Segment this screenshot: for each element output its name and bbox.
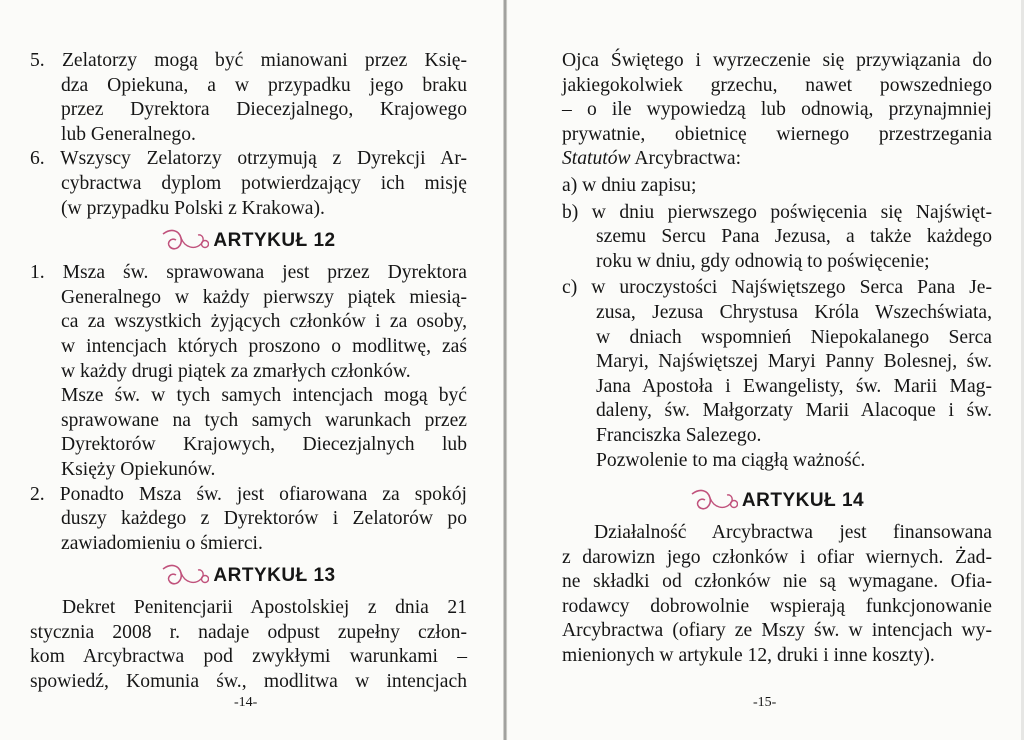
- text-line: zawiadomieniu o śmierci.: [61, 532, 263, 554]
- text-line: spowiedź, Komunia św., modlitwa w intencjach: [30, 671, 467, 693]
- text-line: w dniu zapisu;: [582, 174, 697, 196]
- text-line: w intencjach których proszono o modlitwę, zaś: [61, 335, 467, 357]
- text-line: cybractwa dyplom potwierdzający ich misję: [61, 172, 467, 194]
- text-line: Generalnego w każdy pierwszy piątek miesią-: [61, 286, 467, 308]
- text-line: kom Arcybractwa pod zwykłymi warunkami –: [30, 646, 467, 668]
- item-number: 6.: [30, 148, 45, 170]
- text-line: Msza św. sprawowana jest przez Dyrektora: [62, 262, 468, 284]
- art13-paragraph: [30, 596, 467, 694]
- text-line: zusa, Jezusa Chrystusa Króla Wszechświata,: [596, 301, 992, 323]
- flourish-ornament-icon: [690, 486, 738, 516]
- text-line: Ojca Świętego i wyrzeczenie się przywiązania do: [562, 50, 992, 71]
- art12-item-2: [30, 483, 467, 557]
- left-page: [0, 0, 506, 740]
- item-number: 5.: [30, 50, 45, 71]
- text-line: stycznia 2008 r. nadaje odpust zupełny człon-: [30, 621, 467, 643]
- list-item-a: [562, 174, 992, 199]
- text-line: Pozwolenie to ma ciągłą ważność.: [596, 449, 866, 471]
- text-line: sprawowane na tych samych warunkach przez: [61, 409, 467, 431]
- text-line: Franciszka Salezego.: [596, 424, 762, 446]
- text-line: przez Dyrektora Diecezjalnego, Krajowego: [61, 99, 467, 121]
- text-line: (w przypadku Polski z Krakowa).: [61, 197, 325, 219]
- text-line: w każdy drugi piątek za zmarłych członków.: [61, 360, 411, 382]
- art14-paragraph: [562, 521, 992, 669]
- text-line: daleny, św. Małgorzaty Marii Alacoque i św.: [596, 400, 992, 422]
- flourish-ornament-icon: [161, 226, 209, 256]
- text-line: Jana Apostoła i Ewangelisty, św. Marii Mag-: [596, 375, 992, 397]
- text-line: prywatnie, obietnicę wiernego przestrzegania: [562, 123, 992, 145]
- statute-italic: Statutów: [562, 148, 631, 170]
- text-line: z darowizn jego członków i ofiar wiernych. Żad-: [562, 546, 992, 568]
- text-line: Księży Opiekunów.: [61, 458, 216, 480]
- text-line: Wszyscy Zelatorzy otrzymują z Dyrekcji Ar-: [60, 148, 467, 170]
- list-item-b: [562, 201, 992, 275]
- article-heading-text: ARTYKUŁ 14: [741, 489, 865, 511]
- text-line: jakiegokolwiek grzechu, nawet powszedniego: [562, 74, 992, 96]
- text-line: w uroczystości Najświętszego Serca Pana Je-: [591, 277, 992, 299]
- article-heading-text: ARTYKUŁ 12: [213, 229, 336, 251]
- art12-item-1: [30, 261, 467, 482]
- right-page: [508, 0, 1024, 740]
- right-page-body: [562, 49, 992, 669]
- article-12-heading: [30, 221, 467, 261]
- text-line: mienionych w artykule 12, druki i inne koszty).: [562, 645, 935, 667]
- text-line: duszy każdego z Dyrektorów i Zelatorów po: [61, 508, 467, 530]
- text-line: Działalność Arcybractwa jest finansowana: [594, 522, 992, 544]
- page-number: -14-: [234, 695, 258, 710]
- item-number: 1.: [30, 262, 45, 284]
- text-line: Dekret Penitencjarii Apostolskiej z dnia 21: [62, 597, 467, 619]
- item-label: c): [562, 277, 578, 299]
- text-line: roku w dniu, gdy odnowią to poświęcenie;: [596, 250, 930, 272]
- text-line: Msze św. w tych samych intencjach mogą być: [61, 385, 467, 407]
- text-line: rodawcy dobrowolnie wspierają funkcjonowanie: [562, 595, 992, 617]
- text-line: Zelatorzy mogą być mianowani przez Księ-: [61, 50, 467, 71]
- text-line: szemu Sercu Pana Jezusa, a także każdego: [596, 226, 992, 248]
- list-item-6: [30, 147, 467, 221]
- text-line: w dniu pierwszego poświęcenia się Najświęt-: [591, 201, 992, 223]
- left-page-body: [30, 49, 467, 695]
- text-line: ca za wszystkich żyjących członków i za osoby,: [61, 311, 467, 333]
- item-number: 2.: [30, 483, 45, 505]
- text-line: Arcybractwa (ofiary ze Mszy św. w intencjach wy-: [562, 620, 992, 642]
- article-heading-text: ARTYKUŁ 13: [213, 564, 336, 586]
- article-14-heading: [562, 481, 992, 521]
- flourish-ornament-icon: [161, 561, 209, 591]
- list-item-c: [562, 276, 992, 473]
- item-label: a): [562, 174, 578, 196]
- text-line: lub Generalnego.: [61, 123, 196, 145]
- text-line: Dyrektorów Krajowych, Diecezjalnych lub: [61, 434, 467, 456]
- book-gutter: [503, 0, 507, 740]
- text-line: w dniach wspomnień Niepokalanego Serca: [596, 326, 992, 348]
- item-label: b): [562, 201, 579, 223]
- text-line: Maryi, Najświętszej Maryi Panny Bolesnej, św.: [596, 351, 992, 373]
- continuation-paragraph: [562, 49, 992, 172]
- page-number: -15-: [753, 695, 777, 710]
- text-line: – o ile wypowiedzą lub odnowią, przynajmniej: [562, 99, 992, 121]
- text-line: dza Opiekuna, a w przypadku jego braku: [61, 74, 467, 96]
- text-line: Arcybractwa:: [630, 148, 742, 170]
- list-item-5: [30, 49, 467, 147]
- text-line: ne składki od członków nie są wymagane. Ofia-: [562, 571, 992, 593]
- text-line: Ponadto Msza św. jest ofiarowana za spokój: [59, 483, 467, 505]
- article-13-heading: [30, 556, 467, 596]
